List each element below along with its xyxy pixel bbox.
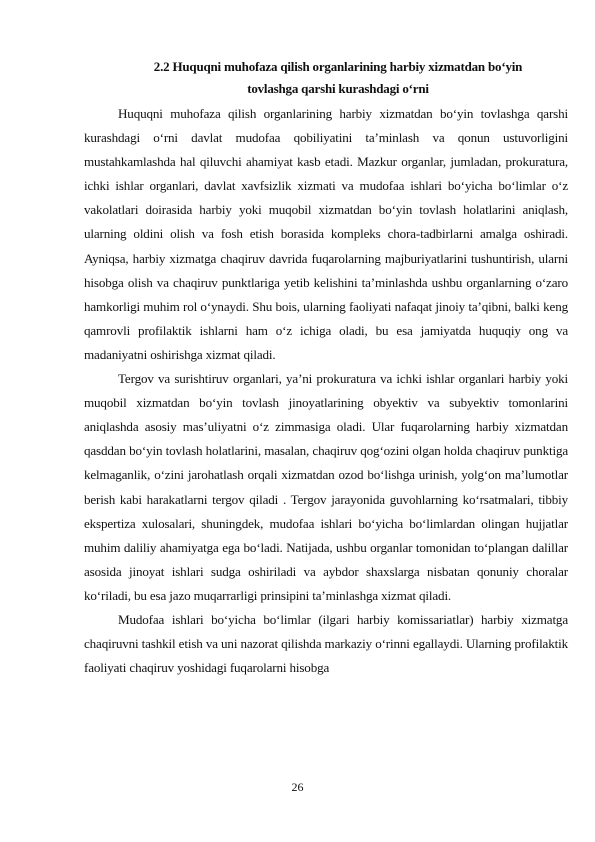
paragraph-3: Mudofaa ishlari bo‘yicha bo‘limlar (ilgari harbiy komissariatlar) harbiy xizmatga chaqiruvni tashkil etish va uni nazorat qilishda markaziy o‘rinni egallaydi. Ularning profilaktik faoliyati chaqiruv yoshidagi fuqarolarni hisobga	[84, 611, 568, 676]
paragraph-1: Huquqni muhofaza qilish organlarining harbiy xizmatdan bo‘yin tovlashga qarshi kurashdagi o‘rni davlat mudofaa qobiliyatini ta’minlash va qonun ustuvorligini mustahkamlashda hal qiluvchi ahamiyat kasb etadi. Mazkur organlar, jumladan, prokuratura, ichki ishlar organlari, davlat xavfsizlik xizmati va mudofaa ishlari bo‘yicha bo‘limlar o‘z vakolatlari doirasida harbiy yoki muqobil xizmatdan bo‘yin tovlash holatlarini aniqlash, ularning oldini olish va fosh etish borasida kompleks chora-tadbirlarni amalga oshiradi. Ayniqsa, harbiy xizmatga chaqiruv davrida fuqarolarning majburiyatlarini tushuntirish, ularni hisobga olish va chaqiruv punktlariga yetib kelishini ta’minlashda ushbu organlarning o‘zaro hamkorligi muhim rol o‘ynaydi. Shu bois, ularning faoliyati nafaqat jinoiy ta’qibni, balki keng qamrovli profilaktik ishlarni ham o‘z ichiga oladi, bu esa jamiyatda huquqiy ong va madaniyatni oshirishga xizmat qiladi.	[84, 106, 568, 362]
heading-line-1: 2.2 Huquqni muhofaza qilish organlarining harbiy xizmatdan bo‘yin	[153, 59, 523, 74]
heading-line-2: tovlashga qarshi kurashdagi o‘rni	[247, 81, 429, 96]
body-text	[84, 102, 568, 680]
page-number: 26	[291, 780, 304, 794]
paragraph-2: Tergov va surishtiruv organlari, ya’ni prokuratura va ichki ishlar organlari harbiy yoki muqobil xizmatdan bo‘yin tovlash jinoyatlarining obyektiv va subyektiv tomonlarini aniqlashda asosiy mas’uliyatni o‘z zimmasiga oladi. Ular fuqarolarning harbiy xizmatdan qasddan bo‘yin tovlash holatlarini, masalan, chaqiruv qog‘ozini olgan holda chaqiruv punktiga kelmaganlik, o‘zini jarohatlash orqali xizmatdan ozod bo‘lishga urinish, yolg‘on ma’lumotlar berish kabi harakatlarni tergov qiladi . Tergov jarayonida guvohlarning ko‘rsatmalari, tibbiy ekspertiza xulosalari, shuningdek, mudofaa ishlari bo‘yicha bo‘limlardan olingan hujjatlar muhim daliliy ahamiyatga ega bo‘ladi. Natijada, ushbu organlar tomonidan to‘plangan dalillar asosida jinoyat ishlari sudga oshiriladi va aybdor shaxslarga nisbatan qonuniy choralar ko‘riladi, bu esa jazo muqarrarligi prinsipini ta’minlashga xizmat qiladi.	[84, 371, 568, 603]
section-heading	[108, 56, 568, 100]
